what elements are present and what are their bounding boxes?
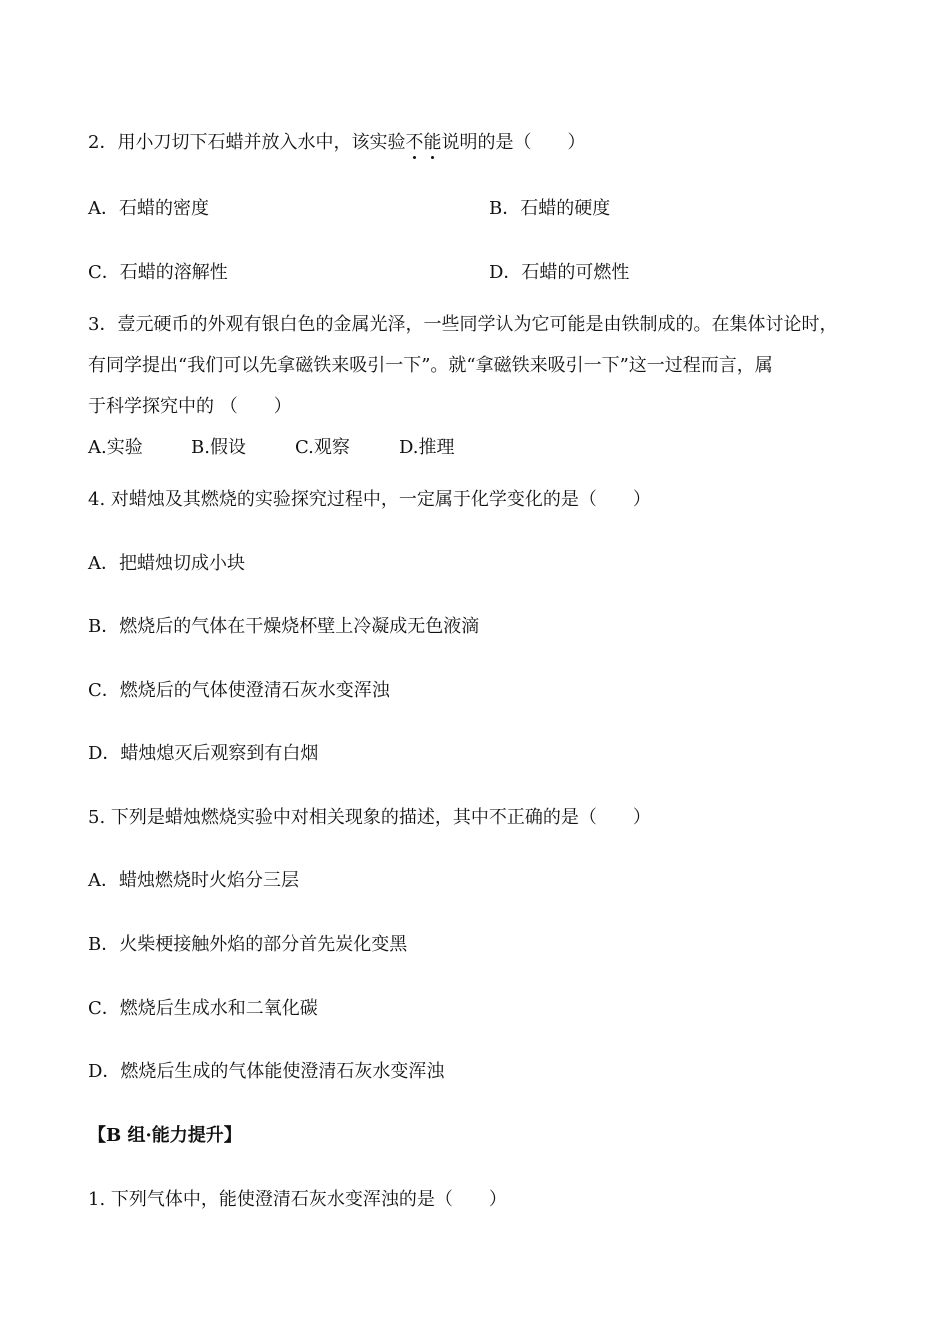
q3-option-d: D.推理 [399, 437, 455, 458]
q2-option-b: B．石蜡的硬度 [489, 198, 611, 219]
q4-option-b: B．燃烧后的气体在干燥烧杯壁上冷凝成无色液滴 [88, 616, 480, 637]
q3-stem-line-1: 3．壹元硬币的外观有银白色的金属光泽，一些同学认为它可能是由铁制成的。在集体讨论时， [88, 314, 838, 335]
q5-option-b: B．火柴梗接触外焰的部分首先炭化变黑 [88, 934, 408, 955]
q2-stem-post: 说明的是（ ） [441, 132, 586, 153]
q2-option-c: C．石蜡的溶解性 [88, 262, 228, 283]
q3-option-a: A.实验 [88, 437, 143, 458]
q3-option-b: B.假设 [191, 437, 246, 458]
q3-stem-line-2: 有同学提出“我们可以先拿磁铁来吸引一下”。就“拿磁铁来吸引一下”这一过程而言，属 [88, 355, 773, 376]
q2-stem-emphasis-2: 能 [423, 132, 442, 153]
q4-option-a: A．把蜡烛切成小块 [88, 553, 245, 574]
q2-stem-emphasis-1: 不 [405, 132, 424, 153]
q4-stem: 4. 对蜡烛及其燃烧的实验探究过程中，一定属于化学变化的是（ ） [88, 489, 651, 510]
q3-option-c: C.观察 [295, 437, 350, 458]
q2-option-a: A．石蜡的密度 [88, 198, 209, 219]
q5-option-c: C．燃烧后生成水和二氧化碳 [88, 998, 318, 1019]
section-b-title: 【B 组·能力提升】 [88, 1125, 242, 1146]
b1-stem: 1. 下列气体中，能使澄清石灰水变浑浊的是（ ） [88, 1189, 507, 1210]
q4-option-d: D．蜡烛熄灭后观察到有白烟 [88, 743, 319, 764]
q2-stem-pre: 2．用小刀切下石蜡并放入水中，该实验 [88, 132, 406, 153]
q4-option-c: C．燃烧后的气体使澄清石灰水变浑浊 [88, 680, 390, 701]
q3-stem-line-3: 于科学探究中的 （ ） [88, 396, 292, 417]
q5-option-a: A．蜡烛燃烧时火焰分三层 [88, 870, 299, 891]
q5-option-d: D．燃烧后生成的气体能使澄清石灰水变浑浊 [88, 1061, 445, 1082]
q2-option-d: D．石蜡的可燃性 [489, 262, 630, 283]
q2-stem [88, 131, 585, 155]
q5-stem: 5. 下列是蜡烛燃烧实验中对相关现象的描述，其中不正确的是（ ） [88, 807, 651, 828]
